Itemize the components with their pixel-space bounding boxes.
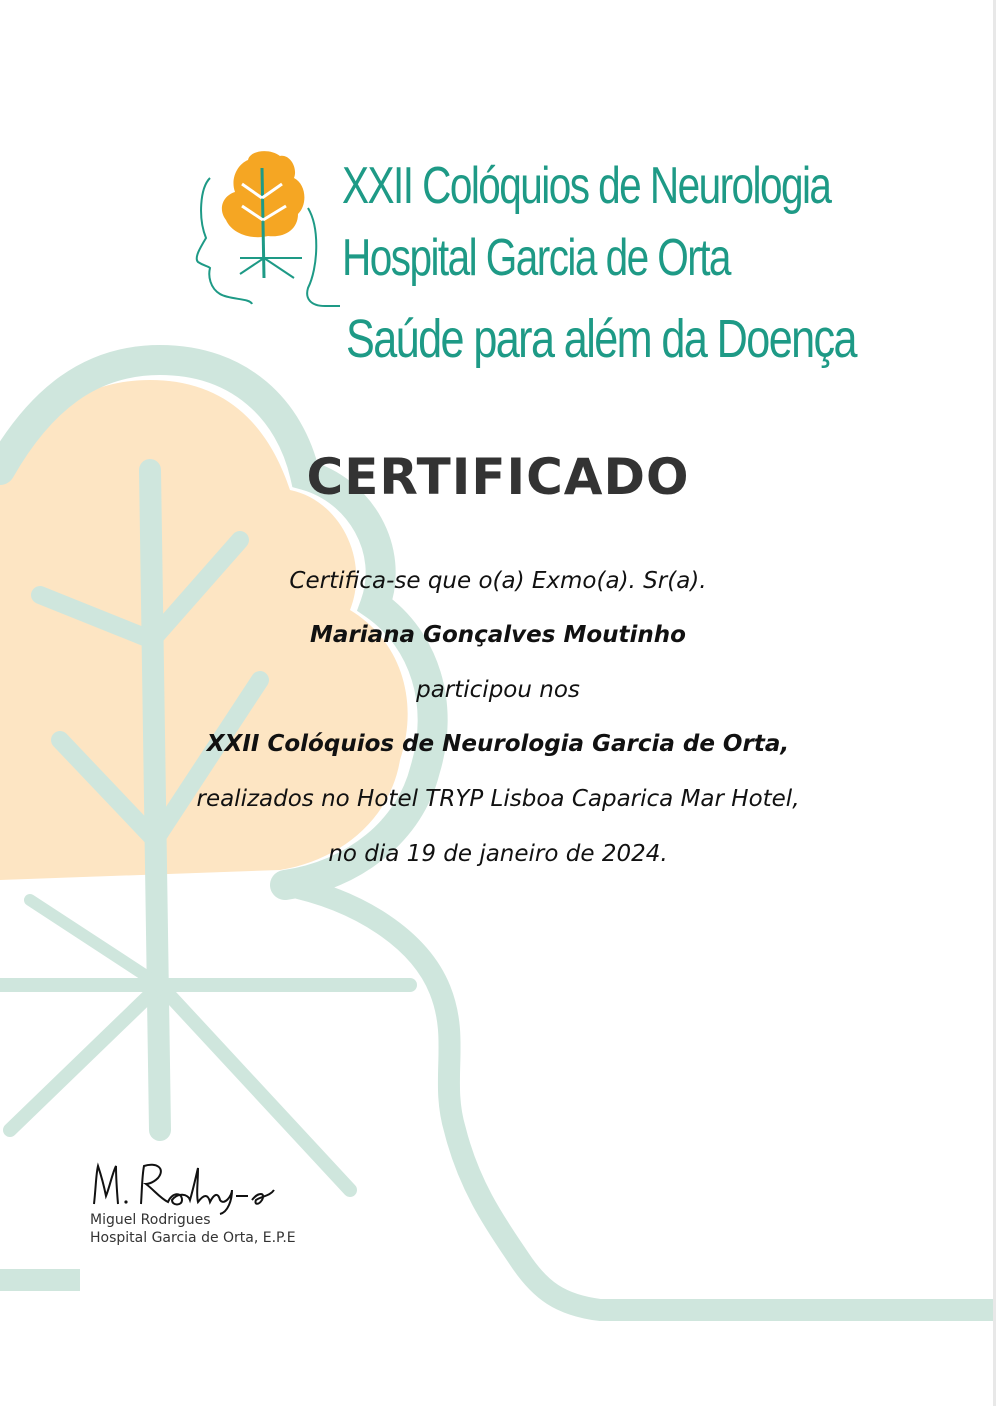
certificate-title: CERTIFICADO: [306, 448, 690, 506]
signatory-name: Miguel Rodrigues: [90, 1212, 211, 1228]
recipient-name: Mariana Gonçalves Moutinho: [310, 622, 686, 648]
handwritten-signature: [86, 1156, 286, 1216]
event-logo: [190, 148, 856, 388]
event-venue: realizados no Hotel TRYP Lisboa Caparica Mar Hotel,: [196, 786, 800, 812]
event-date: no dia 19 de janeiro de 2024.: [328, 841, 668, 867]
logo-slogan: Saúde para além da Doença: [346, 309, 856, 369]
background-root-4: [30, 900, 160, 985]
background-head-outline: [285, 885, 996, 1310]
event-name: XXII Colóquios de Neurologia Garcia de Orta,: [206, 731, 790, 757]
signatory-organization: Hospital Garcia de Orta, E.P.E: [90, 1230, 296, 1246]
logo-head-tree-icon: [190, 148, 340, 308]
background-root-2: [10, 985, 160, 1130]
logo-title-line-1: XXII Colóquios de Neurologia: [342, 157, 831, 215]
logo-title-line-2: Hospital Garcia de Orta: [342, 229, 730, 287]
certification-intro: Certifica-se que o(a) Exmo(a). Sr(a).: [289, 568, 707, 594]
participation-text: participou nos: [416, 677, 580, 703]
